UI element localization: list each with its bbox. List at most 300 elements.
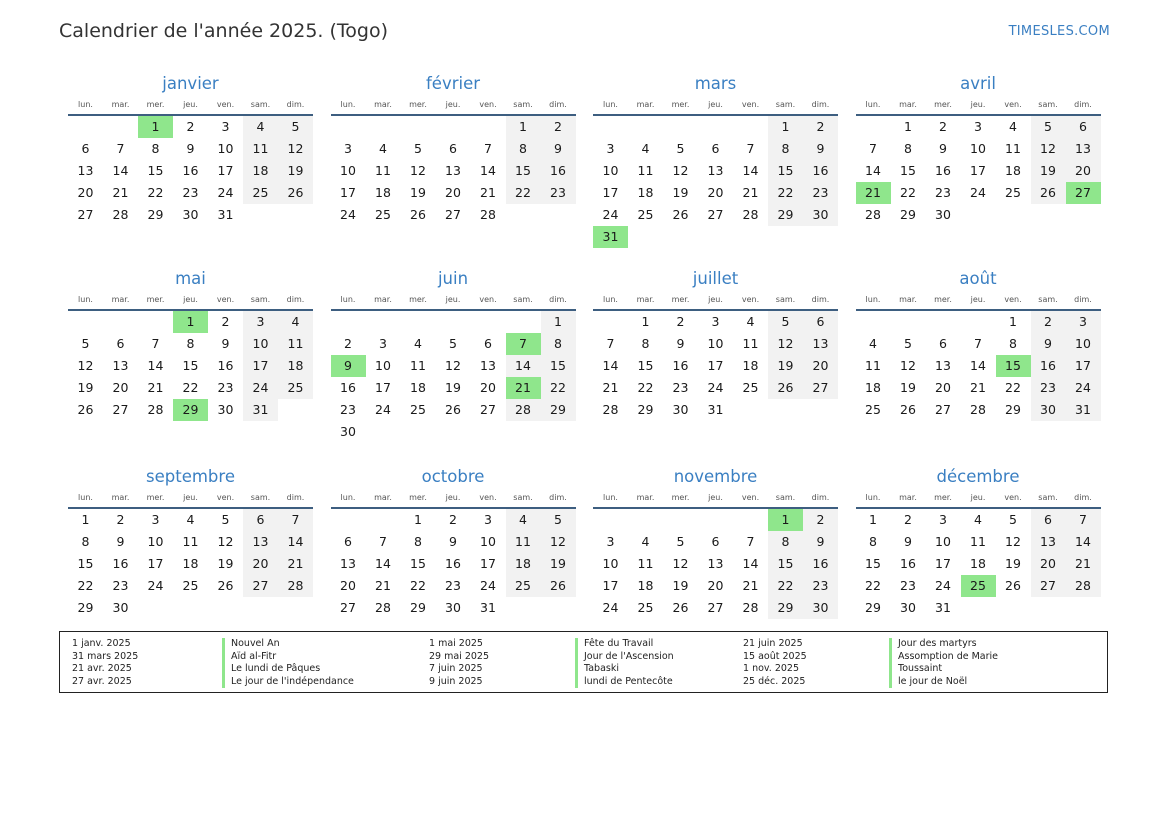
day-cell: 7 (151, 336, 160, 351)
day-cell: 1 (768, 116, 803, 138)
empty-day-cell (138, 311, 173, 333)
day-cell: 24 (935, 578, 951, 593)
empty-day-cell (733, 509, 768, 531)
holiday-day-cell: 29 (173, 399, 208, 421)
day-cell: 27 (243, 575, 278, 597)
day-cell: 1 (869, 512, 877, 527)
weekday-label: mer. (671, 295, 690, 304)
weekday-header (593, 98, 838, 116)
weekday-label: mar. (111, 295, 130, 304)
day-cell: 14 (278, 531, 313, 553)
weekday-label: mar. (374, 493, 392, 502)
empty-day-cell (856, 311, 891, 333)
day-cell: 24 (602, 207, 619, 222)
day-cell: 19 (672, 185, 689, 200)
day-cell: 9 (1031, 333, 1066, 355)
weekday-label: jeu. (183, 100, 198, 109)
weekday-label: lun. (603, 100, 618, 109)
weekday-label: ven. (741, 493, 760, 502)
week-row (331, 160, 576, 182)
empty-day-cell (593, 116, 628, 138)
day-cell: 27 (935, 402, 951, 417)
month-0 (68, 72, 313, 267)
legend-holiday-name: Tabaski (575, 663, 743, 676)
day-cell: 4 (506, 509, 541, 531)
holiday-day-cell: 21 (506, 377, 541, 399)
holiday-day-cell: 27 (1066, 182, 1101, 204)
day-cell: 14 (112, 163, 129, 178)
day-cell: 27 (77, 207, 94, 222)
day-cell: 12 (445, 358, 461, 373)
week-row (68, 399, 313, 421)
week-row (331, 116, 576, 138)
legend-holiday-name: Fête du Travail (575, 638, 743, 651)
day-cell: 10 (602, 163, 619, 178)
day-cell: 13 (480, 358, 496, 373)
day-cell: 17 (480, 556, 496, 571)
day-cell: 3 (344, 141, 352, 156)
day-cell: 23 (445, 578, 461, 593)
day-cell: 3 (939, 512, 947, 527)
holiday-day-cell: 9 (331, 355, 366, 377)
day-cell: 13 (77, 163, 94, 178)
weekday-header (593, 491, 838, 509)
day-cell: 5 (904, 336, 912, 351)
weekday-label: mer. (409, 295, 427, 304)
weekday-label: dim. (811, 100, 830, 109)
weekday-label: sam. (775, 493, 796, 502)
day-cell: 13 (935, 358, 951, 373)
day-cell: 18 (182, 556, 199, 571)
day-cell: 9 (116, 534, 125, 549)
week-row (856, 399, 1101, 421)
day-cell: 27 (707, 600, 724, 615)
weekday-label: mer. (409, 100, 427, 109)
day-cell: 29 (900, 207, 916, 222)
day-cell: 7 (746, 534, 755, 549)
week-row (856, 160, 1101, 182)
day-cell: 16 (541, 160, 576, 182)
day-cell: 4 (641, 534, 650, 549)
day-cell: 12 (278, 138, 313, 160)
day-cell: 8 (768, 138, 803, 160)
day-cell: 18 (410, 380, 426, 395)
week-row (68, 355, 313, 377)
day-cell: 5 (676, 141, 685, 156)
empty-day-cell (891, 311, 926, 333)
empty-day-cell (628, 226, 663, 248)
weekday-label: dim. (1074, 295, 1092, 304)
day-cell: 15 (506, 160, 541, 182)
legend-date: 27 avr. 2025 (72, 675, 132, 687)
legend-date: 21 avr. 2025 (72, 663, 132, 674)
week-row (856, 333, 1101, 355)
month-8 (68, 465, 313, 625)
day-cell: 27 (803, 377, 838, 399)
empty-day-cell (768, 399, 803, 421)
empty-day-cell (366, 509, 401, 531)
empty-day-cell (593, 311, 628, 333)
weekday-label: mar. (636, 493, 655, 502)
legend-dates (429, 638, 575, 688)
empty-day-cell (506, 597, 541, 619)
month-10 (593, 465, 838, 625)
week-row (856, 116, 1101, 138)
week-row (593, 311, 838, 333)
empty-day-cell (506, 204, 541, 226)
day-cell: 25 (1005, 185, 1021, 200)
day-cell: 2 (116, 512, 125, 527)
day-cell: 13 (1066, 138, 1101, 160)
day-cell: 15 (182, 358, 199, 373)
day-cell: 19 (1005, 556, 1021, 571)
day-cell: 23 (900, 578, 916, 593)
day-cell: 26 (278, 182, 313, 204)
weekday-label: jeu. (445, 100, 461, 109)
day-cell: 10 (243, 333, 278, 355)
day-cell: 9 (803, 138, 838, 160)
day-cell: 29 (410, 600, 426, 615)
day-cell: 20 (803, 355, 838, 377)
week-row (331, 333, 576, 355)
month-1 (331, 72, 576, 267)
day-cell: 10 (340, 163, 356, 178)
day-cell: 16 (112, 556, 129, 571)
day-cell: 28 (375, 600, 391, 615)
legend-date: 15 août 2025 (743, 650, 807, 662)
empty-day-cell (331, 509, 366, 531)
day-cell: 6 (81, 141, 90, 156)
day-cell: 8 (81, 534, 90, 549)
day-cell: 16 (217, 358, 234, 373)
weekday-label: mer. (146, 100, 165, 109)
week-row (593, 575, 838, 597)
day-cell: 3 (151, 512, 160, 527)
day-cell: 13 (707, 163, 724, 178)
day-cell: 19 (900, 380, 916, 395)
weekday-label: mer. (146, 493, 165, 502)
day-cell: 3 (243, 311, 278, 333)
day-cell: 12 (1031, 138, 1066, 160)
weekday-label: mar. (374, 295, 392, 304)
day-cell: 27 (112, 402, 129, 417)
week-row (331, 377, 576, 399)
empty-day-cell (68, 116, 103, 138)
weekday-label: mer. (934, 100, 952, 109)
empty-day-cell (628, 116, 663, 138)
day-cell: 24 (375, 402, 391, 417)
weekday-label: sam. (1038, 295, 1058, 304)
day-cell: 22 (182, 380, 199, 395)
day-cell: 31 (1066, 399, 1101, 421)
day-cell: 22 (77, 578, 94, 593)
day-cell: 17 (970, 163, 986, 178)
day-cell: 6 (711, 141, 720, 156)
day-cell: 30 (803, 597, 838, 619)
day-cell: 26 (77, 402, 94, 417)
day-cell: 14 (865, 163, 881, 178)
day-cell: 26 (541, 575, 576, 597)
day-cell: 21 (1066, 553, 1101, 575)
week-row (331, 531, 576, 553)
day-cell: 14 (602, 358, 619, 373)
week-row (331, 399, 576, 421)
day-cell: 5 (1031, 116, 1066, 138)
weekday-label: jeu. (708, 100, 723, 109)
weekday-label: lun. (340, 295, 356, 304)
day-cell: 2 (939, 119, 947, 134)
week-row (593, 333, 838, 355)
day-cell: 7 (278, 509, 313, 531)
week-row (68, 138, 313, 160)
day-cell: 26 (410, 207, 426, 222)
day-cell: 22 (865, 578, 881, 593)
day-cell: 26 (1005, 578, 1021, 593)
day-cell: 10 (602, 556, 619, 571)
day-cell: 27 (1031, 575, 1066, 597)
legend-holiday-name: Le jour de l'indépendance (222, 676, 429, 689)
day-cell: 17 (602, 578, 619, 593)
day-cell: 5 (768, 311, 803, 333)
day-cell: 17 (1066, 355, 1101, 377)
day-cell: 2 (541, 116, 576, 138)
day-cell: 28 (742, 600, 759, 615)
day-cell: 30 (217, 402, 234, 417)
day-cell: 30 (900, 600, 916, 615)
day-cell: 22 (506, 182, 541, 204)
day-cell: 9 (186, 141, 195, 156)
day-cell: 4 (641, 141, 650, 156)
holiday-day-cell: 15 (996, 355, 1031, 377)
weekday-label: mer. (146, 295, 165, 304)
day-cell: 25 (410, 402, 426, 417)
week-row (593, 377, 838, 399)
day-cell: 28 (278, 575, 313, 597)
empty-day-cell (926, 311, 961, 333)
months-grid (68, 72, 1101, 625)
empty-day-cell (1031, 597, 1066, 619)
day-cell: 24 (1066, 377, 1101, 399)
day-cell: 19 (445, 380, 461, 395)
week-row (68, 531, 313, 553)
day-cell: 10 (970, 141, 986, 156)
day-cell: 9 (449, 534, 457, 549)
day-cell: 6 (711, 534, 720, 549)
day-cell: 29 (768, 597, 803, 619)
month-3 (856, 72, 1101, 267)
day-cell: 4 (974, 512, 982, 527)
day-cell: 1 (81, 512, 90, 527)
day-cell: 29 (865, 600, 881, 615)
legend-holiday-name: Toussaint (889, 663, 1069, 676)
day-cell: 19 (672, 578, 689, 593)
month-7 (856, 267, 1101, 465)
weekday-label: sam. (1038, 100, 1058, 109)
day-cell: 17 (935, 556, 951, 571)
day-cell: 9 (541, 138, 576, 160)
day-cell: 25 (182, 578, 199, 593)
weekday-label: jeu. (970, 295, 986, 304)
day-cell: 29 (147, 207, 164, 222)
day-cell: 11 (742, 336, 759, 351)
day-cell: 21 (970, 380, 986, 395)
day-cell: 9 (221, 336, 230, 351)
day-cell: 18 (278, 355, 313, 377)
day-cell: 15 (637, 358, 654, 373)
day-cell: 11 (278, 333, 313, 355)
day-cell: 18 (1005, 163, 1021, 178)
day-cell: 26 (672, 207, 689, 222)
week-row (68, 575, 313, 597)
week-row (593, 160, 838, 182)
weekday-label: lun. (340, 493, 356, 502)
day-cell: 9 (803, 531, 838, 553)
day-cell: 26 (900, 402, 916, 417)
day-cell: 24 (217, 185, 234, 200)
month-4 (68, 267, 313, 465)
month-name: avril (960, 74, 996, 93)
month-name: janvier (162, 74, 219, 93)
month-2 (593, 72, 838, 267)
day-cell: 16 (803, 160, 838, 182)
week-row (856, 575, 1101, 597)
empty-day-cell (471, 421, 506, 443)
empty-day-cell (698, 226, 733, 248)
empty-day-cell (961, 597, 996, 619)
day-cell: 6 (803, 311, 838, 333)
day-cell: 26 (1031, 182, 1066, 204)
day-cell: 22 (768, 575, 803, 597)
legend-holiday-name: Jour des martyrs (889, 638, 1069, 651)
empty-day-cell (401, 421, 436, 443)
weekday-header (331, 98, 576, 116)
day-cell: 4 (1009, 119, 1017, 134)
empty-day-cell (733, 116, 768, 138)
week-row (856, 182, 1101, 204)
weekday-label: dim. (549, 493, 567, 502)
week-row (593, 116, 838, 138)
weekday-label: jeu. (445, 493, 461, 502)
day-cell: 22 (410, 578, 426, 593)
holiday-day-cell: 25 (961, 575, 996, 597)
day-cell: 25 (506, 575, 541, 597)
month-name: novembre (673, 467, 758, 486)
day-cell: 6 (939, 336, 947, 351)
day-cell: 24 (147, 578, 164, 593)
weekday-header (856, 98, 1101, 116)
week-row (593, 204, 838, 226)
day-cell: 25 (637, 207, 654, 222)
day-cell: 15 (768, 553, 803, 575)
empty-day-cell (803, 399, 838, 421)
weekday-label: ven. (1004, 100, 1022, 109)
holiday-legend (59, 631, 1108, 693)
day-cell: 8 (869, 534, 877, 549)
empty-day-cell (961, 311, 996, 333)
day-cell: 13 (707, 556, 724, 571)
day-cell: 22 (637, 380, 654, 395)
day-cell: 27 (445, 207, 461, 222)
day-cell: 27 (707, 207, 724, 222)
day-cell: 5 (676, 534, 685, 549)
day-cell: 8 (186, 336, 195, 351)
weekday-header (68, 293, 313, 311)
site-link[interactable]: TIMESLES.COM (1008, 24, 1110, 39)
day-cell: 14 (742, 163, 759, 178)
day-cell: 23 (1031, 377, 1066, 399)
legend-names (222, 638, 429, 688)
weekday-header (331, 491, 576, 509)
empty-day-cell (996, 597, 1031, 619)
day-cell: 23 (672, 380, 689, 395)
day-cell: 11 (182, 534, 199, 549)
week-row (68, 160, 313, 182)
day-cell: 12 (672, 556, 689, 571)
day-cell: 11 (970, 534, 986, 549)
empty-day-cell (103, 311, 138, 333)
weekday-header (68, 491, 313, 509)
day-cell: 5 (221, 512, 230, 527)
day-cell: 16 (803, 553, 838, 575)
empty-day-cell (243, 597, 278, 619)
weekday-header (331, 293, 576, 311)
weekday-label: lun. (340, 100, 356, 109)
week-row (856, 355, 1101, 377)
week-row (68, 553, 313, 575)
empty-day-cell (856, 116, 891, 138)
empty-day-cell (278, 399, 313, 421)
day-cell: 20 (707, 578, 724, 593)
weekday-label: mar. (899, 493, 917, 502)
day-cell: 13 (112, 358, 129, 373)
day-cell: 24 (602, 600, 619, 615)
week-row (593, 355, 838, 377)
day-cell: 26 (217, 578, 234, 593)
empty-day-cell (471, 311, 506, 333)
legend-holiday-name: Le lundi de Pâques (222, 663, 429, 676)
day-cell: 7 (379, 534, 387, 549)
empty-day-cell (278, 597, 313, 619)
day-cell: 21 (147, 380, 164, 395)
day-cell: 18 (865, 380, 881, 395)
month-name: septembre (146, 467, 235, 486)
weekday-label: sam. (250, 100, 271, 109)
weekday-label: mar. (111, 100, 130, 109)
day-cell: 9 (676, 336, 685, 351)
week-row (856, 204, 1101, 226)
day-cell: 13 (340, 556, 356, 571)
day-cell: 28 (112, 207, 129, 222)
day-cell: 12 (672, 163, 689, 178)
day-cell: 2 (449, 512, 457, 527)
day-cell: 14 (375, 556, 391, 571)
day-cell: 14 (970, 358, 986, 373)
legend-holiday-name: lundi de Pentecôte (575, 676, 743, 689)
day-cell: 24 (480, 578, 496, 593)
day-cell: 10 (707, 336, 724, 351)
weekday-header (856, 491, 1101, 509)
empty-day-cell (103, 116, 138, 138)
day-cell: 17 (375, 380, 391, 395)
legend-date: 21 juin 2025 (743, 638, 803, 649)
day-cell: 8 (541, 333, 576, 355)
week-row (593, 531, 838, 553)
day-cell: 10 (935, 534, 951, 549)
week-row (856, 531, 1101, 553)
weekday-label: mar. (899, 295, 917, 304)
empty-day-cell (366, 421, 401, 443)
weekday-label: ven. (216, 100, 235, 109)
